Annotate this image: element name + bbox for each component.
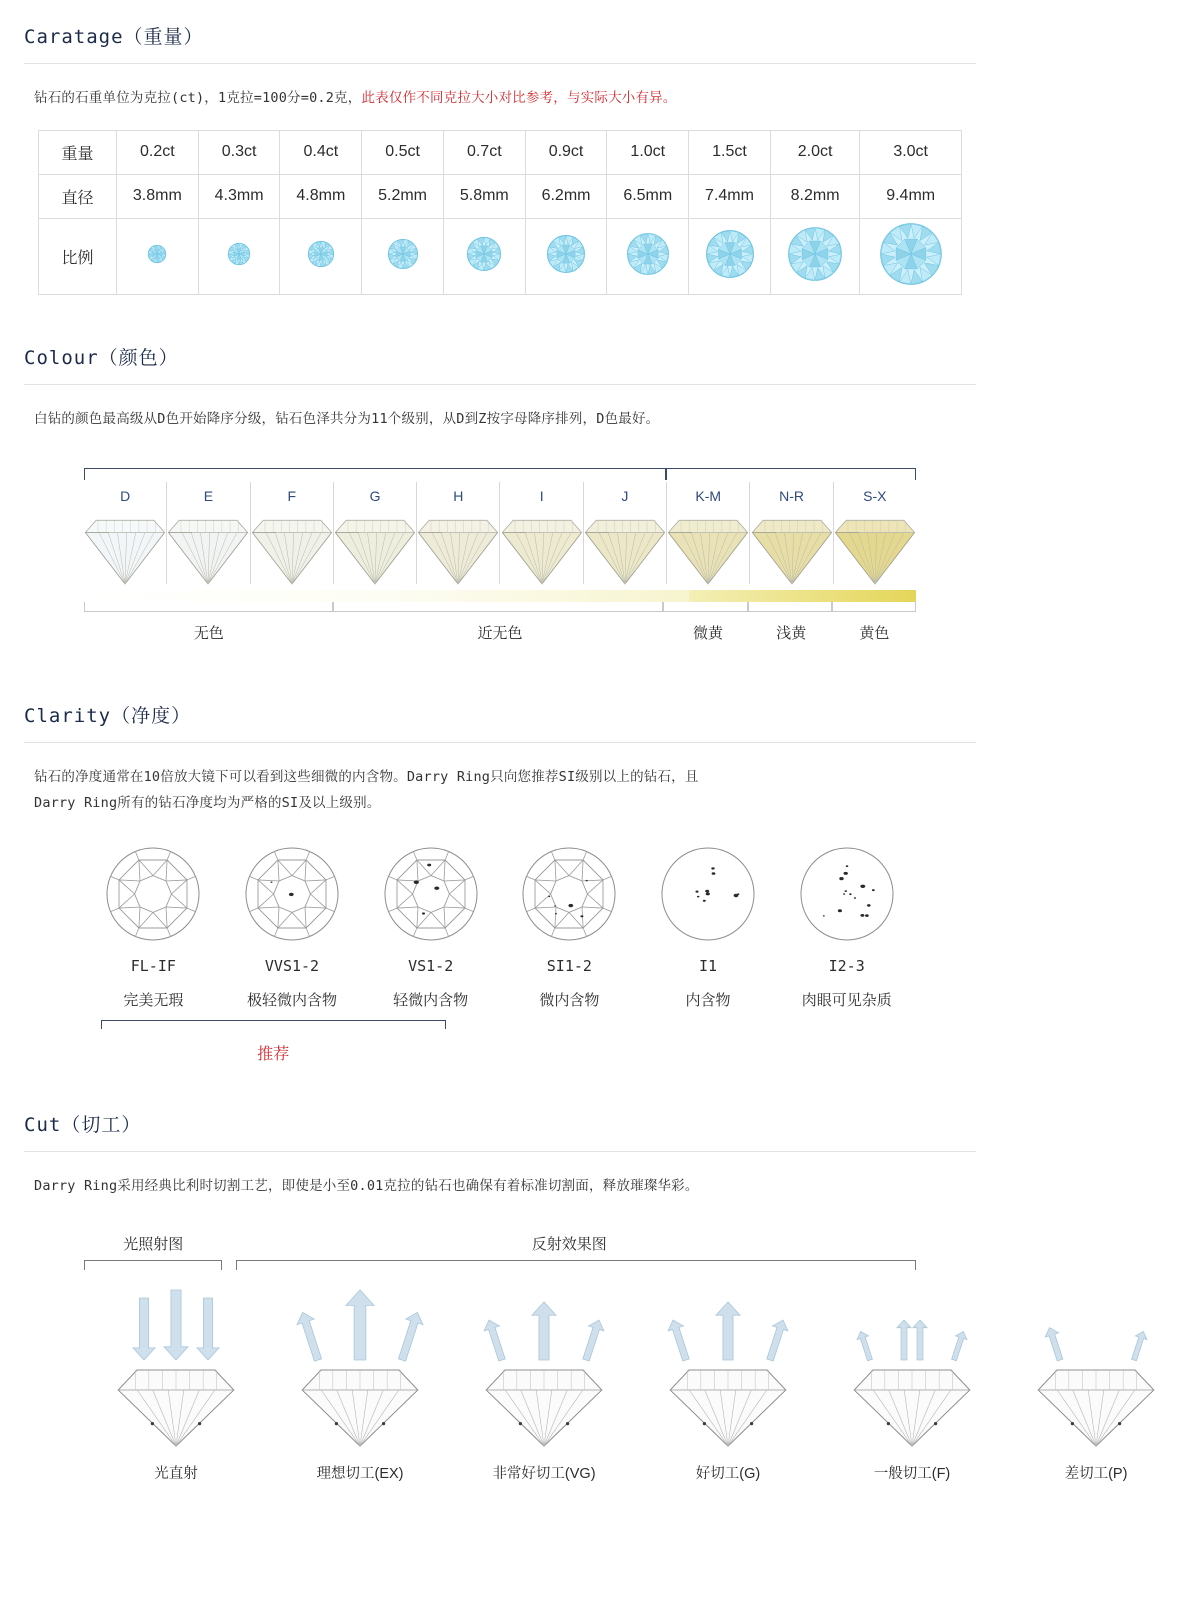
diameter-cell: 5.2mm: [362, 174, 444, 218]
side-view-diamond-icon: [417, 512, 499, 584]
side-view-diamond-outline-icon: [268, 1360, 452, 1452]
light-arrows-icon: [1004, 1282, 1188, 1360]
side-view-diamond-icon: [500, 512, 582, 584]
section-caratage: [0, 0, 1000, 321]
category-bracket-0: [84, 602, 333, 612]
clarity-description-line2: Darry Ring所有的钻石净度均为严格的SI及以上级别。: [34, 794, 381, 811]
colour-grades-row: [84, 482, 916, 584]
clarity-item-VS1-2: [361, 839, 500, 1010]
clarity-heading: Clarity（净度）: [24, 679, 976, 743]
round-brilliant-diamond-icon: [788, 227, 842, 286]
bracket-direct-light: [84, 1260, 222, 1270]
diamond-plain-circle-icon: [639, 839, 778, 949]
clarity-name: 肉眼可见杂质: [801, 991, 892, 1009]
section-cut: [0, 1088, 1128, 1484]
colour-category-name: 无色: [193, 625, 224, 643]
colour-grade-F: [251, 482, 333, 584]
weight-cell: 0.4ct: [280, 130, 362, 174]
ratio-cell: [607, 218, 689, 294]
colour-category-name: 微黄: [692, 625, 723, 643]
ratio-cell: [689, 218, 771, 294]
colour-grade-D: [84, 482, 166, 584]
colour-category-name: 近无色: [477, 625, 523, 643]
colour-category-name: 黄色: [859, 625, 890, 643]
row-label-ratio: 比例: [39, 218, 117, 294]
diameter-cell: 4.8mm: [280, 174, 362, 218]
category-bracket-1: [333, 602, 664, 612]
clarity-description-line1: 钻石的净度通常在10倍放大镜下可以看到这些细微的内含物。Darry Ring只向您推荐SI级别以上的钻石，且: [34, 769, 699, 786]
colour-grade-G: [334, 482, 416, 584]
round-brilliant-diamond-icon: [880, 223, 942, 290]
colour-grade-label: G: [369, 488, 381, 505]
light-arrows-icon: [820, 1282, 1004, 1360]
cut-item-label: 差切工(P): [1064, 1466, 1128, 1483]
category-bracket-3: [748, 602, 832, 612]
recommend-label: 推荐: [257, 1045, 290, 1063]
weight-cell: 0.5ct: [362, 130, 444, 174]
colour-grade-E: [167, 482, 249, 584]
cut-item-2: [452, 1282, 636, 1483]
colour-heading: Colour（颜色）: [24, 321, 976, 385]
colour-grade-label: N-R: [779, 488, 804, 505]
side-view-diamond-outline-icon: [820, 1360, 1004, 1452]
side-view-diamond-outline-icon: [636, 1360, 820, 1452]
clarity-item-SI1-2: [500, 839, 639, 1010]
category-bracket-2: [663, 602, 747, 612]
caratage-description-plain: 钻石的石重单位为克拉(ct)，1克拉=100分=0.2克，: [34, 90, 362, 106]
caratage-heading: Caratage（重量）: [24, 0, 976, 64]
ratio-cell: [443, 218, 525, 294]
clarity-recommend-wrap: [24, 1010, 976, 1088]
gradient-segment-colourless: [84, 590, 387, 602]
colour-grade-label: D: [120, 488, 131, 505]
cut-item-label: 光直射: [154, 1466, 198, 1483]
table-row-ratio: [39, 218, 962, 294]
round-brilliant-diamond-icon: [467, 237, 501, 276]
colour-gradient-bar: [84, 590, 916, 602]
side-view-diamond-outline-icon: [1004, 1360, 1188, 1452]
clarity-items-row: [24, 825, 976, 1010]
caratage-table: [38, 130, 962, 295]
side-view-diamond-icon: [584, 512, 666, 584]
round-brilliant-diamond-icon: [308, 241, 334, 272]
colour-category-names: [84, 612, 916, 669]
side-view-diamond-icon: [667, 512, 749, 584]
cut-item-label: 理想切工(EX): [316, 1466, 404, 1483]
bracket-colourless-nearcolourless: [84, 468, 666, 480]
colour-grade-label: H: [453, 488, 464, 505]
side-view-diamond-icon: [84, 512, 166, 584]
caratage-table-wrap: [24, 120, 976, 321]
cut-item-label: 一般切工(F): [873, 1466, 951, 1483]
category-bracket-4: [832, 602, 916, 612]
ratio-cell: [362, 218, 444, 294]
weight-cell: 0.9ct: [525, 130, 607, 174]
side-view-diamond-icon: [251, 512, 333, 584]
side-view-diamond-icon: [334, 512, 416, 584]
weight-cell: 1.5ct: [689, 130, 771, 174]
bracket-reflection: [236, 1260, 916, 1270]
round-brilliant-diamond-icon: [148, 245, 166, 268]
diamond-top-view-icon: [84, 839, 223, 949]
cut-group-label-right: 反射效果图: [531, 1236, 607, 1254]
clarity-item-VVS1-2: [223, 839, 362, 1010]
colour-grade-label: S-X: [863, 488, 887, 505]
colour-top-brackets: [84, 466, 916, 480]
clarity-item-FL-IF: [84, 839, 223, 1010]
cut-group-label-left: 光照射图: [123, 1236, 184, 1254]
colour-grade-N-R: [750, 482, 832, 584]
cut-item-5: [1004, 1282, 1188, 1483]
clarity-code: VVS1-2: [264, 956, 320, 975]
cut-item-1: [268, 1282, 452, 1483]
light-arrows-icon: [636, 1282, 820, 1360]
diameter-cell: 9.4mm: [860, 174, 962, 218]
colour-grade-label: F: [287, 488, 297, 505]
recommend-bracket: [101, 1020, 446, 1029]
cut-item-label: 好切工(G): [695, 1466, 761, 1483]
colour-grade-label: K-M: [695, 488, 722, 505]
clarity-code: FL-IF: [130, 956, 176, 975]
clarity-code: VS1-2: [408, 956, 454, 975]
clarity-code: SI1-2: [546, 956, 592, 975]
ratio-cell: [198, 218, 280, 294]
colour-description: 白钻的颜色最高级从D色开始降序分级，钻石色泽共分为11个级别，从D到Z按字母降序排列，D色最好。: [34, 410, 660, 427]
clarity-name: 极轻微内含物: [247, 991, 338, 1009]
weight-cell: 0.3ct: [198, 130, 280, 174]
light-arrows-icon: [268, 1282, 452, 1360]
round-brilliant-diamond-icon: [627, 233, 669, 280]
weight-cell: 0.2ct: [117, 130, 199, 174]
side-view-diamond-icon: [750, 512, 832, 584]
side-view-diamond-icon: [167, 512, 249, 584]
ratio-cell: [860, 218, 962, 294]
cut-item-0: [84, 1282, 268, 1483]
side-view-diamond-outline-icon: [452, 1360, 636, 1452]
light-arrows-icon: [84, 1282, 268, 1360]
clarity-item-I2-3: [777, 839, 916, 1010]
clarity-code: I1: [698, 956, 718, 975]
diameter-cell: 6.5mm: [607, 174, 689, 218]
diamond-top-view-icon: [361, 839, 500, 949]
diameter-cell: 3.8mm: [117, 174, 199, 218]
ratio-cell: [117, 218, 199, 294]
clarity-description: [24, 743, 976, 824]
cut-group-labels: [24, 1207, 976, 1260]
colour-grade-label: I: [539, 488, 544, 505]
cut-description: Darry Ring采用经典比利时切割工艺，即使是小至0.01克拉的钻石也确保有着标准切割面，释放璀璨华彩。: [34, 1177, 699, 1194]
colour-grade-label: E: [203, 488, 214, 505]
diameter-cell: 5.8mm: [443, 174, 525, 218]
cut-heading: Cut（切工）: [24, 1088, 976, 1152]
bracket-tinted: [666, 468, 916, 480]
colour-grade-K-M: [667, 482, 749, 584]
gradient-segment-yellow: [689, 590, 916, 602]
caratage-description-highlight: 此表仅作不同克拉大小对比参考，与实际大小有异。: [361, 90, 677, 106]
cut-item-3: [636, 1282, 820, 1483]
cut-item-4: [820, 1282, 1004, 1483]
colour-category-name: 浅黄: [776, 625, 807, 643]
colour-chart: [24, 440, 976, 679]
colour-grade-label: J: [621, 488, 629, 505]
weight-cell: 3.0ct: [860, 130, 962, 174]
diamond-plain-circle-icon: [777, 839, 916, 949]
clarity-name: 完美无瑕: [123, 991, 184, 1009]
clarity-item-I1: [639, 839, 778, 1010]
round-brilliant-diamond-icon: [547, 235, 585, 278]
colour-grade-J: [584, 482, 666, 584]
round-brilliant-diamond-icon: [706, 230, 754, 283]
side-view-diamond-icon: [834, 512, 916, 584]
diameter-cell: 8.2mm: [770, 174, 859, 218]
ratio-cell: [280, 218, 362, 294]
row-label-diameter: 直径: [39, 174, 117, 218]
ratio-cell: [525, 218, 607, 294]
gradient-segment-near: [387, 590, 690, 602]
round-brilliant-diamond-icon: [388, 239, 418, 274]
diameter-cell: 7.4mm: [689, 174, 771, 218]
weight-cell: 1.0ct: [607, 130, 689, 174]
section-colour: [0, 321, 1000, 680]
colour-grade-I: [500, 482, 582, 584]
row-label-weight: 重量: [39, 130, 117, 174]
diameter-cell: 6.2mm: [525, 174, 607, 218]
table-row-weight: [39, 130, 962, 174]
diamond-top-view-icon: [500, 839, 639, 949]
cut-items-row: [24, 1270, 1128, 1483]
section-clarity: [0, 679, 1000, 1087]
cut-item-label: 非常好切工(VG): [492, 1466, 596, 1483]
weight-cell: 0.7ct: [443, 130, 525, 174]
ratio-cell: [770, 218, 859, 294]
clarity-name: 轻微内含物: [393, 991, 469, 1009]
table-row-diameter: [39, 174, 962, 218]
light-arrows-icon: [452, 1282, 636, 1360]
diameter-cell: 4.3mm: [198, 174, 280, 218]
clarity-name: 微内含物: [539, 991, 600, 1009]
caratage-description: [24, 64, 976, 120]
colour-category-brackets: [84, 602, 916, 612]
side-view-diamond-outline-icon: [84, 1360, 268, 1452]
colour-grade-H: [417, 482, 499, 584]
colour-grade-S-X: [834, 482, 916, 584]
round-brilliant-diamond-icon: [228, 243, 250, 270]
clarity-code: I2-3: [828, 956, 865, 975]
cut-brackets: [24, 1260, 976, 1270]
diamond-top-view-icon: [223, 839, 362, 949]
clarity-name: 内含物: [685, 991, 731, 1009]
weight-cell: 2.0ct: [770, 130, 859, 174]
